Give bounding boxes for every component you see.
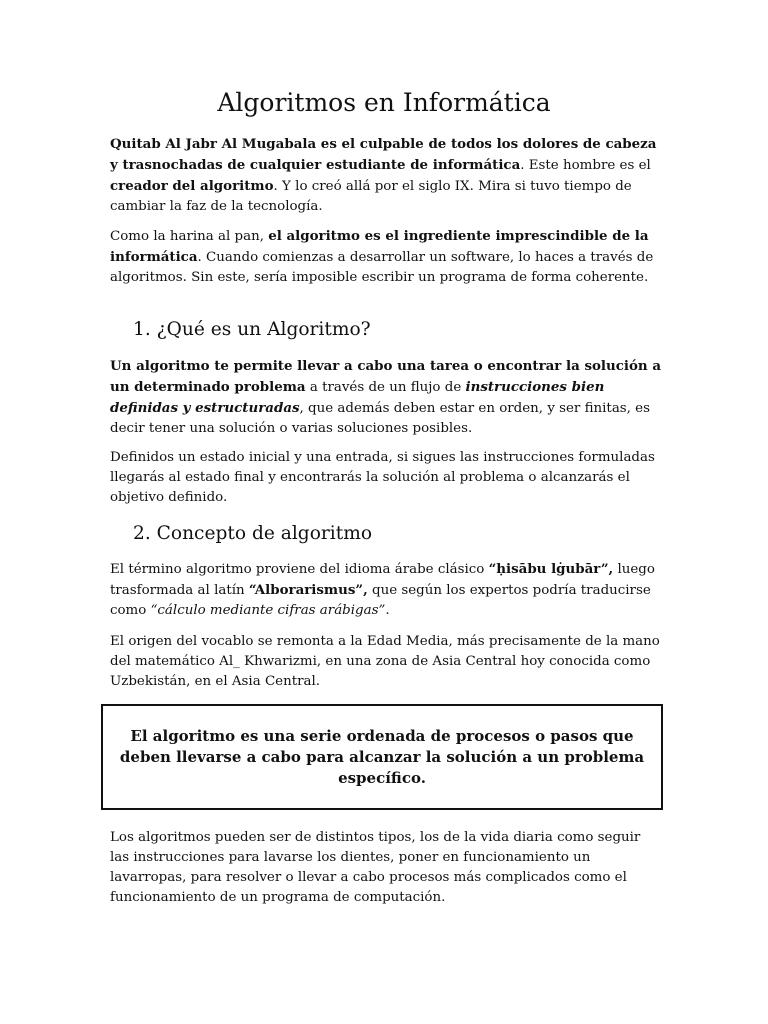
s2-p1-text-b: luego trasformada al latín <box>110 562 655 598</box>
s2-p1-bold-arabic: “ḥisābu lġubār”, <box>488 561 614 577</box>
intro-paragraph-2 <box>110 226 662 288</box>
intro-p2-text-b: . Cuando comienzas a desarrollar un software, lo haces a través de algoritmos. Sin este, sería imposible escribir un programa de forma coherente. <box>110 250 654 285</box>
s1-p1-bolditalic: instrucciones bien definidas y estructuradas <box>110 379 605 416</box>
section-1-heading: 1. ¿Qué es un Algoritmo? <box>133 319 371 340</box>
s2-p1-text-a: El término algoritmo proviene del idioma árabe clásico <box>110 562 489 577</box>
intro-p1-text-a: . Este hombre es el <box>520 158 651 173</box>
s2-p1-italic: “cálculo mediante cifras arábigas” <box>150 603 386 618</box>
callout-box <box>101 704 663 810</box>
s2-p1-bold-latin: “Alborarismus”, <box>248 582 368 598</box>
section-2-paragraph-1 <box>110 559 662 621</box>
s2-p1-text-c: que según los expertos podría traducirse como <box>110 583 651 618</box>
intro-paragraph-1 <box>110 134 662 217</box>
intro-p2-text-a: Como la harina al pan, <box>110 229 269 244</box>
s1-p1-bold-lead: Un algoritmo te permite llevar a cabo una tarea o encontrar la solución a un determinado problema <box>110 358 661 395</box>
section-1-paragraph-1 <box>110 356 662 439</box>
intro-p1-bold-creator: creador del algoritmo <box>110 178 274 194</box>
page-title: Algoritmos en Informática <box>217 88 551 117</box>
closing-paragraph: Los algoritmos pueden ser de distintos tipos, los de la vida diaria como seguir las instrucciones para lavarse los dientes, poner en funcionamiento un lavarropas, para resolver o llevar a cabo procesos más complicados como el funcionamiento de un programa de computación. <box>110 830 641 905</box>
intro-p1-text-b: . Y lo creó allá por el siglo IX. Mira si tuvo tiempo de cambiar la faz de la tecnología. <box>110 179 632 214</box>
s1-p1-text-a: a través de un flujo de <box>305 380 466 395</box>
section-1-paragraph-2: Definidos un estado inicial y una entrada, si sigues las instrucciones formuladas llegarás al estado final y encontrarás la solución al problema o alcanzarás el objetivo definido. <box>110 450 655 505</box>
s1-p1-text-b: , que además deben estar en orden, y ser finitas, es decir tener una solución o varias soluciones posibles. <box>110 401 650 436</box>
s2-p1-text-d: . <box>385 603 390 618</box>
intro-p1-bold-lead: Quitab Al Jabr Al Mugabala es el culpable de todos los dolores de cabeza y trasnochadas de cualquier estudiante de informática <box>110 136 657 173</box>
callout-text: El algoritmo es una serie ordenada de procesos o pasos que deben llevarse a cabo para alcanzar la solución a un problema específico. <box>119 726 645 787</box>
section-2-paragraph-2: El origen del vocablo se remonta a la Edad Media, más precisamente de la mano del matemático Al_ Khwarizmi, en una zona de Asia Central hoy conocida como Uzbekistán, en el Asia Central. <box>110 634 660 689</box>
intro-p2-bold: el algoritmo es el ingrediente imprescindible de la informática <box>110 228 649 265</box>
section-2-heading: 2. Concepto de algoritmo <box>133 523 373 544</box>
